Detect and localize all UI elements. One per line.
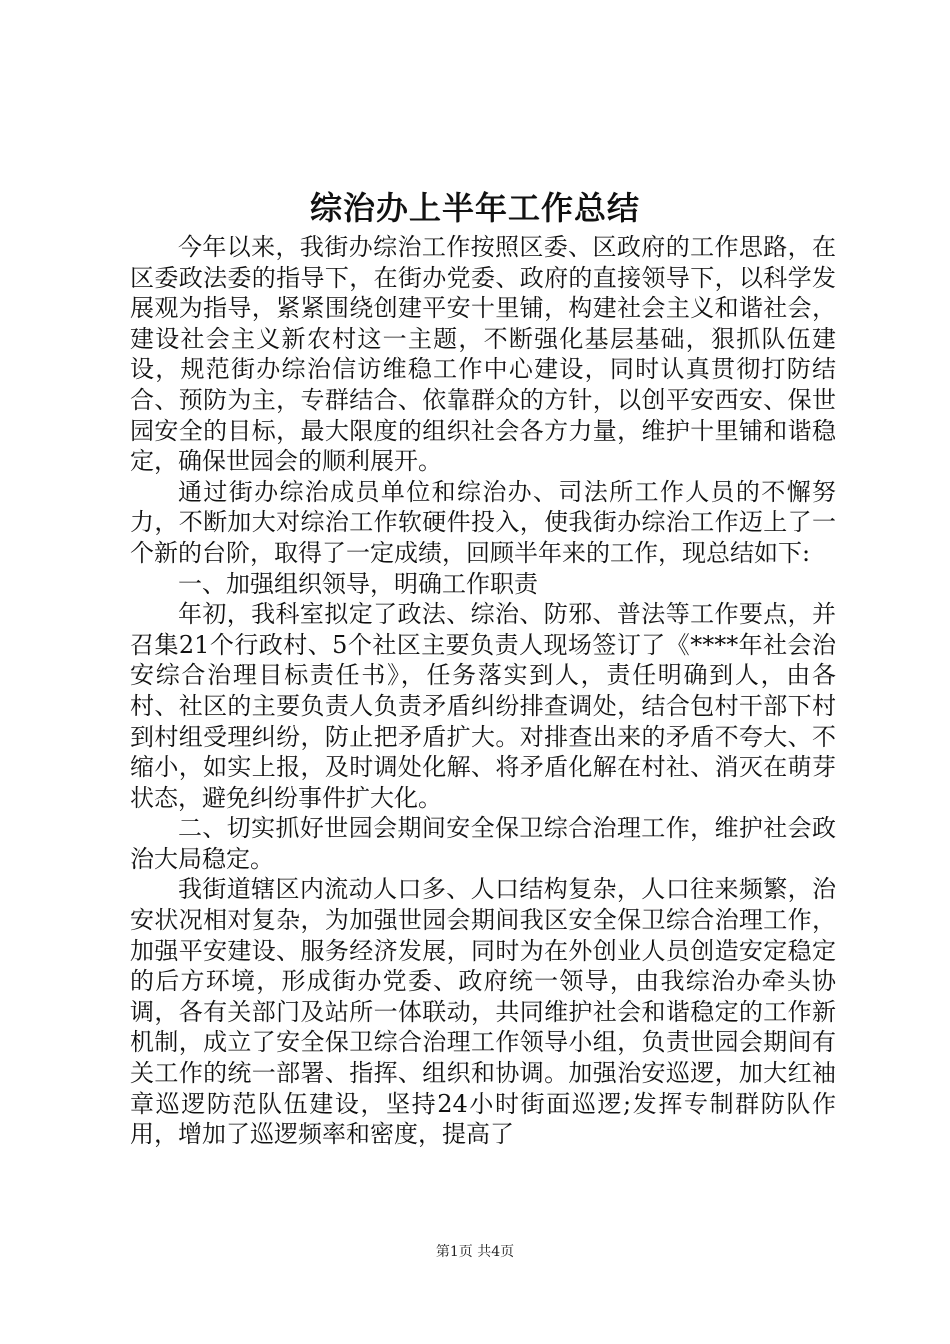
section-heading: 二、切实抓好世园会期间安全保卫综合治理工作，维护社会政治大局稳定。	[130, 814, 836, 873]
body-paragraph: 今年以来，我街办综治工作按照区委、区政府的工作思路，在区委政法委的指导下，在街办党委、政府的直接领导下，以科学发展观为指导，紧紧围绕创建平安十里铺，构建社会主义和谐社会，建设社会主义新农村这一主题，不断强化基层基础，狠抓队伍建设，规范街办综治信访维稳工作中心建设，同时认真贯彻打防结合、预防为主，专群结合、依靠群众的方针，以创平安西安、保世园安全的目标，最大限度的组织社会各方力量，维护十里铺和谐稳定，确保世园会的顺利展开。	[130, 233, 836, 476]
body-paragraph: 通过街办综治成员单位和综治办、司法所工作人员的不懈努力，不断加大对综治工作软硬件投入，使我街办综治工作迈上了一个新的台阶，取得了一定成绩，回顾半年来的工作，现总结如下:	[130, 477, 836, 567]
section-heading: 一、加强组织领导，明确工作职责	[178, 569, 538, 598]
body-paragraph: 我街道辖区内流动人口多、人口结构复杂，人口往来频繁，治安状况相对复杂，为加强世园会期间我区安全保卫综合治理工作，加强平安建设、服务经济发展，同时为在外创业人员创造安定稳定的后方环境，形成街办党委、政府统一领导，由我综治办牵头协调，各有关部门及站所一体联动，共同维护社会和谐稳定的工作新机制，成立了安全保卫综合治理工作领导小组，负责世园会期间有关工作的统一部署、指挥、组织和协调。加强治安巡逻，加大红袖章巡逻防范队伍建设，坚持24小时街面巡逻;发挥专制群防队作用，增加了巡逻频率和密度，提高了	[130, 875, 836, 1149]
document-body	[130, 232, 836, 1150]
document-title: 综治办上半年工作总结	[309, 189, 640, 227]
page-footer: 第1页 共4页	[435, 1244, 515, 1260]
body-paragraph: 年初，我科室拟定了政法、综治、防邪、普法等工作要点，并召集21个行政村、5个社区主要负责人现场签订了《****年社会治安综合治理目标责任书》，任务落实到人，责任明确到人，由各村、社区的主要负责人负责矛盾纠纷排查调处，结合包村干部下村到村组受理纠纷，防止把矛盾扩大。对排查出来的矛盾不夸大、不缩小，如实上报，及时调处化解、将矛盾化解在村社、消灭在萌芽状态，避免纠纷事件扩大化。	[130, 600, 836, 812]
